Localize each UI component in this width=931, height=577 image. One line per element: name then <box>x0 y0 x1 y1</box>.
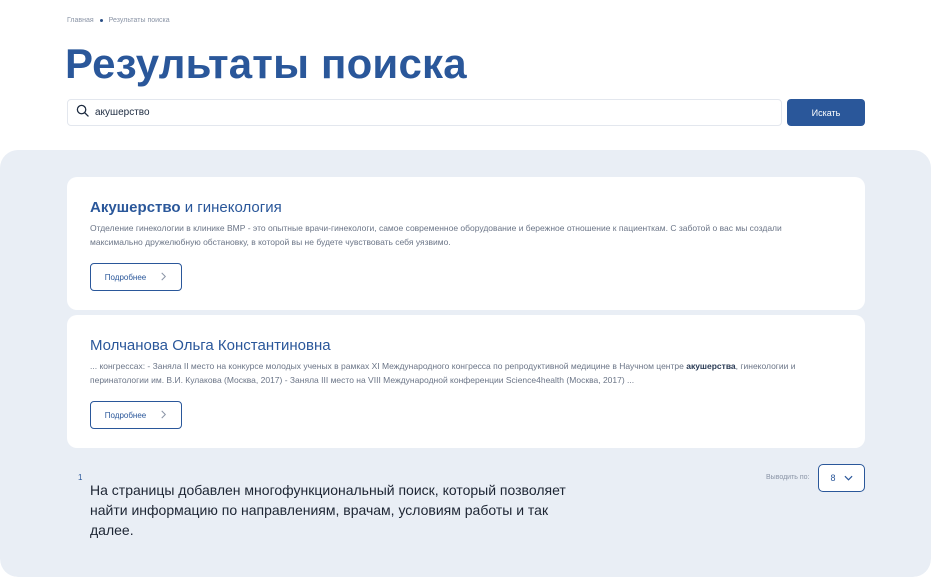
result-title[interactable] <box>90 337 331 354</box>
page-title: Результаты поиска <box>65 40 467 87</box>
result-snippet-text: Отделение гинекологии в клинике ВМР - это опытные врачи-гинекологи, самое современное оборудование и бережное отношение к пациенткам. С заботой о вас мы создали максимально дружелюбную обстановку, в которой вы не будете чувствовать себя уязвимо. <box>90 223 782 247</box>
more-button[interactable] <box>90 263 182 291</box>
breadcrumb-current: Результаты поиска <box>108 17 170 24</box>
search-icon <box>76 104 89 122</box>
chevron-right-icon <box>160 272 167 283</box>
breadcrumb <box>67 17 170 24</box>
result-snippet <box>90 221 830 249</box>
more-button-label: Подробнее <box>104 410 147 420</box>
chevron-right-icon <box>160 410 167 421</box>
result-card <box>67 315 865 448</box>
result-snippet <box>90 359 830 387</box>
per-page-value: 8 <box>830 473 836 483</box>
more-button[interactable] <box>90 401 182 429</box>
result-title-text: Молчанова Ольга Константиновна <box>90 337 331 354</box>
breadcrumb-separator <box>100 19 103 22</box>
pagination-page-1[interactable]: 1 <box>78 473 83 482</box>
result-snippet-text: ... конгрессах: - Заняла II место на конкурсе молодых ученых в рамках XI Международного конгресса по репродуктивной медицине в Научном центре <box>90 361 687 371</box>
search-input[interactable] <box>95 107 755 118</box>
more-button-label: Подробнее <box>104 272 147 282</box>
result-title-highlight: Акушерство <box>90 199 181 216</box>
per-page-select[interactable] <box>818 464 865 492</box>
chevron-down-icon <box>844 473 853 483</box>
search-box[interactable] <box>67 99 782 126</box>
caption-text: На страницы добавлен многофункциональный поиск, который позволяет найти информацию по направлениям, врачам, условиям работы и так далее. <box>90 482 566 538</box>
result-card <box>67 177 865 310</box>
result-snippet-highlight: акушерства <box>686 361 736 371</box>
result-snippet-text-end: , гинекологии и перинатологии им. В.И. Кулакова (Москва, 2017) - Заняла III место на VIII Международной конференции Science4health (Москва, 2017) ... <box>90 361 796 385</box>
search-button[interactable]: Искать <box>787 99 865 126</box>
breadcrumb-home[interactable]: Главная <box>67 17 94 24</box>
result-title[interactable] <box>90 199 282 216</box>
result-title-text: и гинекология <box>180 199 282 216</box>
per-page-label: Выводить по: <box>766 474 810 481</box>
